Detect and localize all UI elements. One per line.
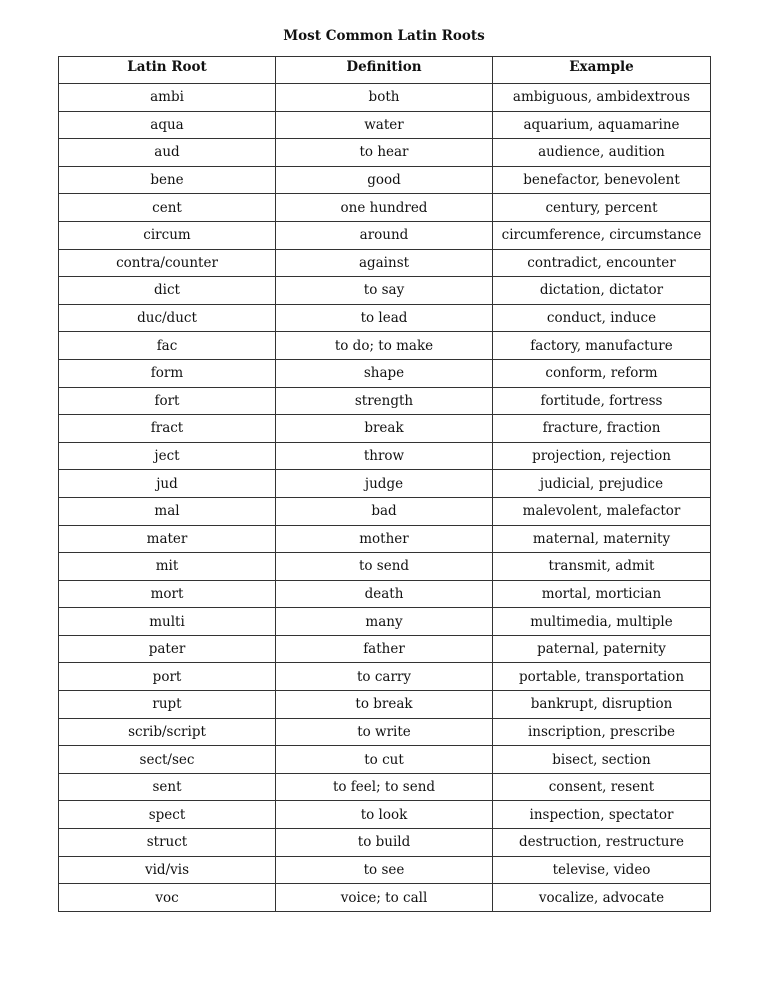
cell-example: conform, reform	[493, 359, 711, 387]
cell-example: projection, rejection	[493, 442, 711, 470]
cell-example: audience, audition	[493, 139, 711, 167]
cell-definition: to say	[276, 277, 493, 305]
cell-definition: to carry	[276, 663, 493, 691]
cell-definition: to send	[276, 553, 493, 581]
table-row	[59, 111, 711, 139]
table-row	[59, 691, 711, 719]
cell-definition: to build	[276, 829, 493, 857]
cell-example: malevolent, malefactor	[493, 497, 711, 525]
cell-definition: both	[276, 84, 493, 112]
cell-definition: good	[276, 166, 493, 194]
table-header-row	[59, 57, 711, 84]
cell-latin-root: duc/duct	[59, 304, 276, 332]
table-row	[59, 470, 711, 498]
cell-example: paternal, paternity	[493, 635, 711, 663]
table-row	[59, 497, 711, 525]
cell-latin-root: struct	[59, 829, 276, 857]
page-title: Most Common Latin Roots	[283, 28, 485, 44]
cell-latin-root: contra/counter	[59, 249, 276, 277]
cell-definition: against	[276, 249, 493, 277]
cell-definition: to hear	[276, 139, 493, 167]
cell-example: mortal, mortician	[493, 580, 711, 608]
cell-latin-root: mit	[59, 553, 276, 581]
cell-latin-root: cent	[59, 194, 276, 222]
cell-example: bisect, section	[493, 746, 711, 774]
cell-example: dictation, dictator	[493, 277, 711, 305]
cell-definition: water	[276, 111, 493, 139]
cell-example: destruction, restructure	[493, 829, 711, 857]
table-row	[59, 608, 711, 636]
cell-example: contradict, encounter	[493, 249, 711, 277]
cell-example: factory, manufacture	[493, 332, 711, 360]
cell-latin-root: sect/sec	[59, 746, 276, 774]
cell-latin-root: sent	[59, 773, 276, 801]
table-row	[59, 332, 711, 360]
table-row	[59, 773, 711, 801]
table-row	[59, 387, 711, 415]
table-row	[59, 801, 711, 829]
cell-definition: mother	[276, 525, 493, 553]
cell-latin-root: fac	[59, 332, 276, 360]
cell-example: benefactor, benevolent	[493, 166, 711, 194]
table-row	[59, 359, 711, 387]
table-row	[59, 746, 711, 774]
cell-example: transmit, admit	[493, 553, 711, 581]
cell-latin-root: circum	[59, 221, 276, 249]
cell-definition: to do; to make	[276, 332, 493, 360]
cell-example: multimedia, multiple	[493, 608, 711, 636]
cell-example: maternal, maternity	[493, 525, 711, 553]
cell-definition: to lead	[276, 304, 493, 332]
cell-example: inscription, prescribe	[493, 718, 711, 746]
cell-definition: one hundred	[276, 194, 493, 222]
table-row	[59, 856, 711, 884]
cell-latin-root: mal	[59, 497, 276, 525]
cell-definition: to feel; to send	[276, 773, 493, 801]
cell-definition: death	[276, 580, 493, 608]
table-row	[59, 221, 711, 249]
cell-latin-root: aqua	[59, 111, 276, 139]
cell-definition: throw	[276, 442, 493, 470]
table-row	[59, 442, 711, 470]
cell-example: fracture, fraction	[493, 415, 711, 443]
cell-definition: shape	[276, 359, 493, 387]
cell-example: fortitude, fortress	[493, 387, 711, 415]
cell-definition: voice; to call	[276, 884, 493, 912]
table-row	[59, 304, 711, 332]
cell-latin-root: bene	[59, 166, 276, 194]
cell-example: aquarium, aquamarine	[493, 111, 711, 139]
cell-latin-root: multi	[59, 608, 276, 636]
column-header-example: Example	[493, 57, 711, 84]
cell-definition: to look	[276, 801, 493, 829]
cell-definition: judge	[276, 470, 493, 498]
cell-example: century, percent	[493, 194, 711, 222]
cell-example: ambiguous, ambidextrous	[493, 84, 711, 112]
cell-latin-root: port	[59, 663, 276, 691]
cell-latin-root: ject	[59, 442, 276, 470]
cell-example: portable, transportation	[493, 663, 711, 691]
cell-latin-root: fort	[59, 387, 276, 415]
cell-latin-root: ambi	[59, 84, 276, 112]
cell-definition: many	[276, 608, 493, 636]
cell-definition: to cut	[276, 746, 493, 774]
table-row	[59, 415, 711, 443]
latin-roots-table	[58, 56, 711, 912]
table-row	[59, 139, 711, 167]
cell-latin-root: vid/vis	[59, 856, 276, 884]
cell-example: bankrupt, disruption	[493, 691, 711, 719]
cell-latin-root: scrib/script	[59, 718, 276, 746]
cell-example: conduct, induce	[493, 304, 711, 332]
table-row	[59, 635, 711, 663]
cell-definition: break	[276, 415, 493, 443]
table-row	[59, 84, 711, 112]
cell-latin-root: fract	[59, 415, 276, 443]
column-header-definition: Definition	[276, 57, 493, 84]
table-row	[59, 829, 711, 857]
table-row	[59, 553, 711, 581]
table-row	[59, 166, 711, 194]
cell-definition: to write	[276, 718, 493, 746]
cell-example: judicial, prejudice	[493, 470, 711, 498]
cell-latin-root: mort	[59, 580, 276, 608]
table-row	[59, 580, 711, 608]
cell-definition: to break	[276, 691, 493, 719]
table-row	[59, 194, 711, 222]
cell-latin-root: form	[59, 359, 276, 387]
table-row	[59, 663, 711, 691]
table-row	[59, 884, 711, 912]
cell-latin-root: voc	[59, 884, 276, 912]
cell-latin-root: jud	[59, 470, 276, 498]
cell-definition: bad	[276, 497, 493, 525]
cell-example: circumference, circumstance	[493, 221, 711, 249]
table-row	[59, 525, 711, 553]
cell-latin-root: aud	[59, 139, 276, 167]
cell-latin-root: rupt	[59, 691, 276, 719]
cell-latin-root: dict	[59, 277, 276, 305]
cell-definition: to see	[276, 856, 493, 884]
cell-example: televise, video	[493, 856, 711, 884]
cell-example: consent, resent	[493, 773, 711, 801]
cell-definition: father	[276, 635, 493, 663]
cell-definition: strength	[276, 387, 493, 415]
table-body	[59, 84, 711, 912]
table-row	[59, 718, 711, 746]
cell-latin-root: spect	[59, 801, 276, 829]
cell-latin-root: pater	[59, 635, 276, 663]
cell-example: vocalize, advocate	[493, 884, 711, 912]
table-row	[59, 249, 711, 277]
column-header-latin-root: Latin Root	[59, 57, 276, 84]
cell-definition: around	[276, 221, 493, 249]
table-row	[59, 277, 711, 305]
cell-example: inspection, spectator	[493, 801, 711, 829]
cell-latin-root: mater	[59, 525, 276, 553]
